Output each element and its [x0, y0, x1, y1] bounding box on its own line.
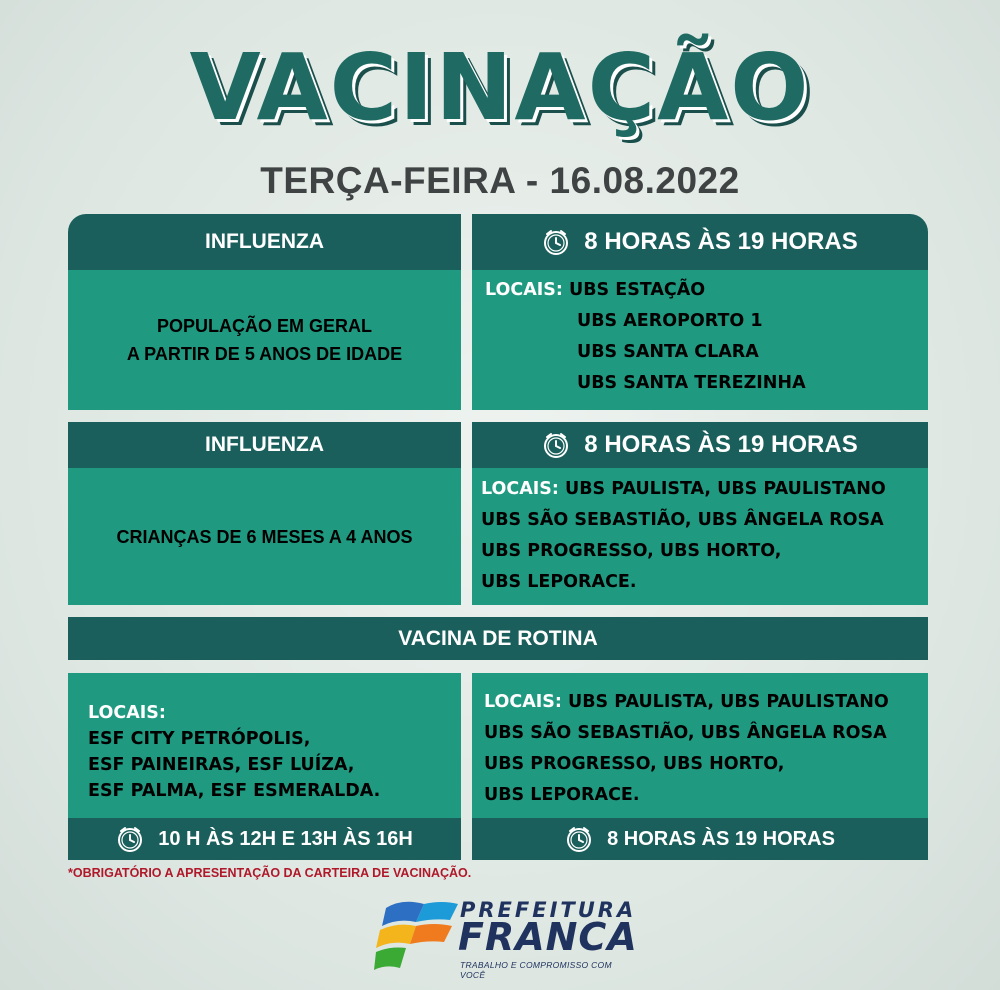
block2-audience — [68, 468, 461, 605]
block1-locais-label: LOCAIS: — [485, 280, 563, 300]
block3-right-locais — [484, 687, 889, 811]
vaccination-card-note: *OBRIGATÓRIO A APRESENTAÇÃO DA CARTEIRA DE VACINAÇÃO. — [68, 866, 472, 880]
block2-header — [68, 422, 461, 468]
block3-header-label: VACINA DE ROTINA — [398, 626, 598, 650]
block3-left-locais — [88, 700, 380, 804]
block2-local-2: UBS SÃO SEBASTIÃO, UBS ÂNGELA ROSA — [481, 510, 884, 530]
block1-audience-line-2: A PARTIR DE 5 ANOS DE IDADE — [126, 344, 403, 364]
logo-prefeitura-text: PREFEITURA — [460, 898, 637, 922]
block1-audience — [68, 270, 461, 410]
block1-audience-line-1: POPULAÇÃO EM GERAL — [156, 316, 372, 336]
block1-header — [68, 214, 461, 270]
block3-right-local-1: UBS PAULISTA, UBS PAULISTANO — [568, 692, 889, 712]
block1-locais — [485, 275, 806, 399]
block2-time: 8 HORAS ÀS 19 HORAS — [584, 431, 858, 458]
block3-left-local-2: ESF PAINEIRAS, ESF LUÍZA, — [88, 755, 355, 775]
block3-left-locais-label: LOCAIS: — [88, 703, 166, 723]
date-subtitle: TERÇA-FEIRA - 16.08.2022 — [260, 160, 740, 201]
block2-local-4: UBS LEPORACE. — [481, 572, 637, 592]
block2-locais — [481, 474, 886, 598]
block1-local-2: UBS AEROPORTO 1 — [577, 311, 763, 331]
block3-right-locais-label: LOCAIS: — [484, 692, 562, 712]
clock-icon — [116, 825, 144, 853]
block3-header — [68, 617, 928, 660]
block3-left-time: 10 H ÀS 12H E 13H ÀS 16H — [158, 827, 413, 850]
block3-right-time-bar — [472, 818, 928, 860]
block3-left-local-3: ESF PALMA, ESF ESMERALDA. — [88, 781, 381, 801]
block2-header-label: INFLUENZA — [205, 433, 324, 456]
logo-franca-text: FRANCA — [458, 915, 638, 959]
franca-logo-mark-icon — [372, 896, 462, 972]
block2-local-3: UBS PROGRESSO, UBS HORTO, — [481, 541, 782, 561]
block1-local-4: UBS SANTA TEREZINHA — [577, 373, 806, 393]
block3-left-local-1: ESF CITY PETRÓPOLIS, — [88, 729, 311, 749]
block3-right-local-3: UBS PROGRESSO, UBS HORTO, — [484, 754, 785, 774]
clock-icon — [542, 228, 570, 256]
logo-tagline: TRABALHO E COMPROMISSO COM VOCÊ — [460, 960, 612, 980]
clock-icon — [565, 825, 593, 853]
clock-icon — [542, 431, 570, 459]
block2-locais-label: LOCAIS: — [481, 479, 559, 499]
prefeitura-franca-logo — [372, 896, 638, 980]
block3-right-local-2: UBS SÃO SEBASTIÃO, UBS ÂNGELA ROSA — [484, 723, 887, 743]
block3-right-local-4: UBS LEPORACE. — [484, 785, 640, 805]
block2-audience-line: CRIANÇAS DE 6 MESES A 4 ANOS — [116, 526, 413, 547]
block1-local-3: UBS SANTA CLARA — [577, 342, 759, 362]
block2-time-header — [472, 422, 928, 468]
page-title: VACINAÇÃO — [189, 34, 811, 141]
block1-time-header — [472, 214, 928, 270]
block1-local-1: UBS ESTAÇÃO — [569, 280, 706, 300]
block2-local-1: UBS PAULISTA, UBS PAULISTANO — [565, 479, 886, 499]
block3-left-time-bar — [68, 818, 461, 860]
block3-right-time: 8 HORAS ÀS 19 HORAS — [607, 827, 835, 850]
block1-header-label: INFLUENZA — [205, 230, 324, 253]
block1-time: 8 HORAS ÀS 19 HORAS — [584, 228, 858, 255]
